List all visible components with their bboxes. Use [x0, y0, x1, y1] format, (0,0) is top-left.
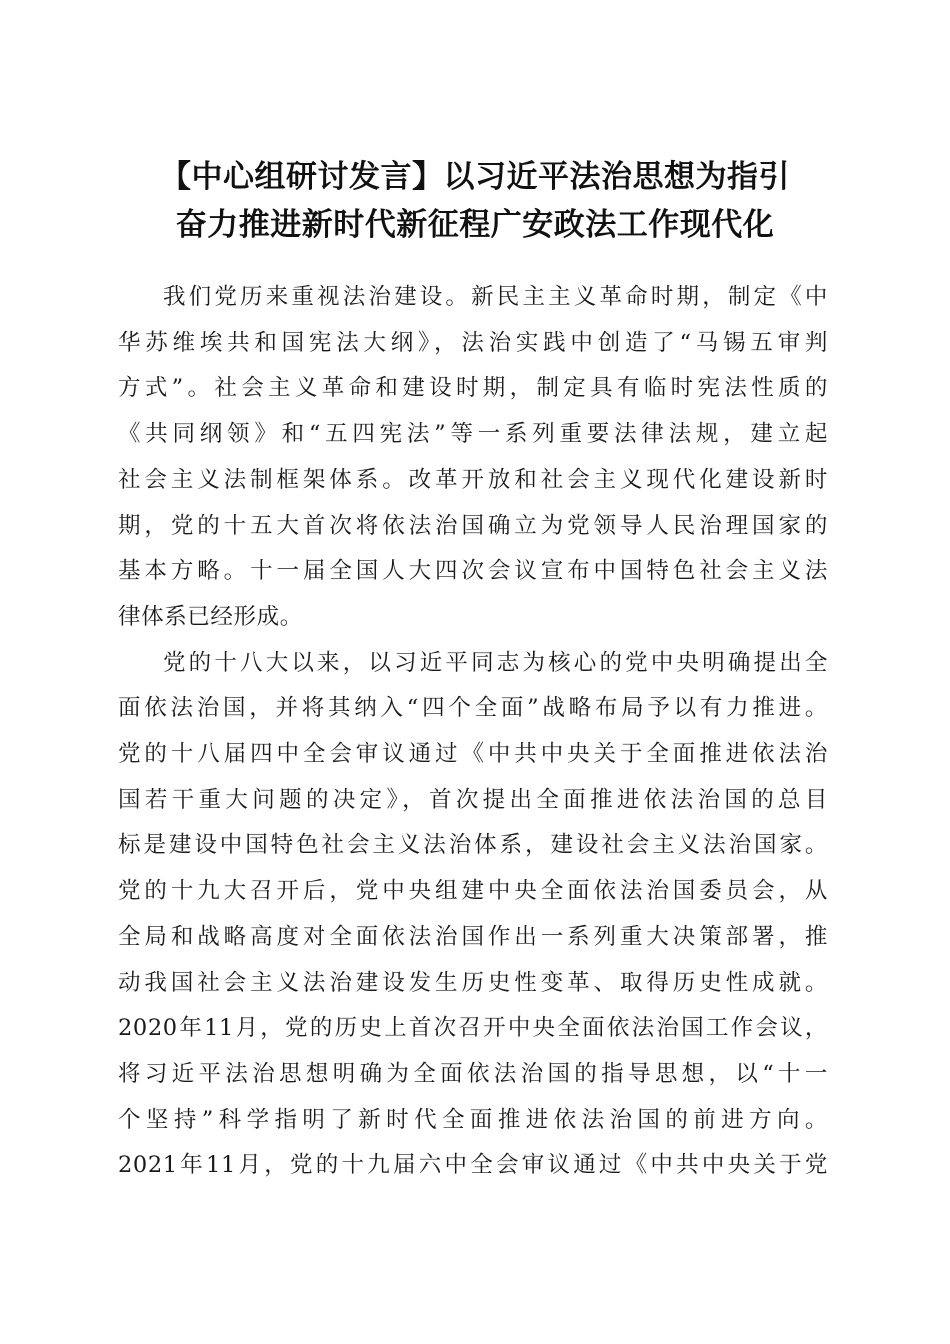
paragraph-line: 面依法治国，并将其纳入“四个全面”战略布局予以有力推进。 — [118, 695, 828, 722]
paragraph-line: 国若干重大问题的决定》，首次提出全面推进依法治国的总目 — [118, 786, 828, 813]
paragraph-line: 华苏维埃共和国宪法大纲》，法治实践中创造了“马锡五审判 — [118, 329, 828, 356]
paragraph-line: 方式”。社会主义革命和建设时期，制定具有临时宪法性质的 — [118, 375, 828, 402]
paragraph-line: 2021年11月，党的十九届六中全会审议通过《中共中央关于党 — [118, 1152, 828, 1179]
paragraph-line: 社会主义法制框架体系。改革开放和社会主义现代化建设新时 — [118, 466, 828, 493]
document-body — [118, 275, 828, 1189]
paragraph-1 — [118, 275, 828, 641]
paragraph-line: 基本方略。十一届全国人大四次会议宣布中国特色社会主义法 — [118, 558, 828, 585]
title-line-2: 奋力推进新时代新征程广安政法工作现代化 — [175, 206, 775, 243]
paragraph-line: 期，党的十五大首次将依法治国确立为党领导人民治理国家的 — [118, 512, 828, 539]
paragraph-line: 将习近平法治思想明确为全面依法治国的指导思想，以“十一 — [118, 1060, 828, 1087]
paragraph-line: 《共同纲领》和“五四宪法”等一系列重要法律法规，建立起 — [118, 421, 828, 448]
paragraph-line: 我们党历来重视法治建设。新民主主义革命时期，制定《中 — [163, 284, 828, 310]
paragraph-line: 党的十八届四中全会审议通过《中共中央关于全面推进依法治 — [118, 741, 828, 768]
paragraph-line: 个坚持”科学指明了新时代全面推进依法治国的前进方向。 — [118, 1106, 828, 1133]
paragraph-line: 律体系已经形成。 — [118, 603, 303, 630]
title-line-1: 【中心组研讨发言】以习近平法治思想为指引 — [160, 158, 790, 195]
document-title — [100, 153, 850, 249]
paragraph-line: 动我国社会主义法治建设发生历史性变革、取得历史性成就。 — [118, 969, 828, 996]
paragraph-line: 党的十八大以来，以习近平同志为核心的党中央明确提出全 — [163, 649, 828, 676]
paragraph-line: 全局和战略高度对全面依法治国作出一系列重大决策部署，推 — [118, 923, 828, 950]
paragraph-line: 党的十九大召开后，党中央组建中央全面依法治国委员会，从 — [118, 878, 828, 905]
paragraph-line: 2020年11月，党的历史上首次召开中央全面依法治国工作会议， — [118, 1015, 828, 1042]
paragraph-2 — [118, 641, 828, 1189]
paragraph-line: 标是建设中国特色社会主义法治体系，建设社会主义法治国家。 — [118, 832, 828, 859]
